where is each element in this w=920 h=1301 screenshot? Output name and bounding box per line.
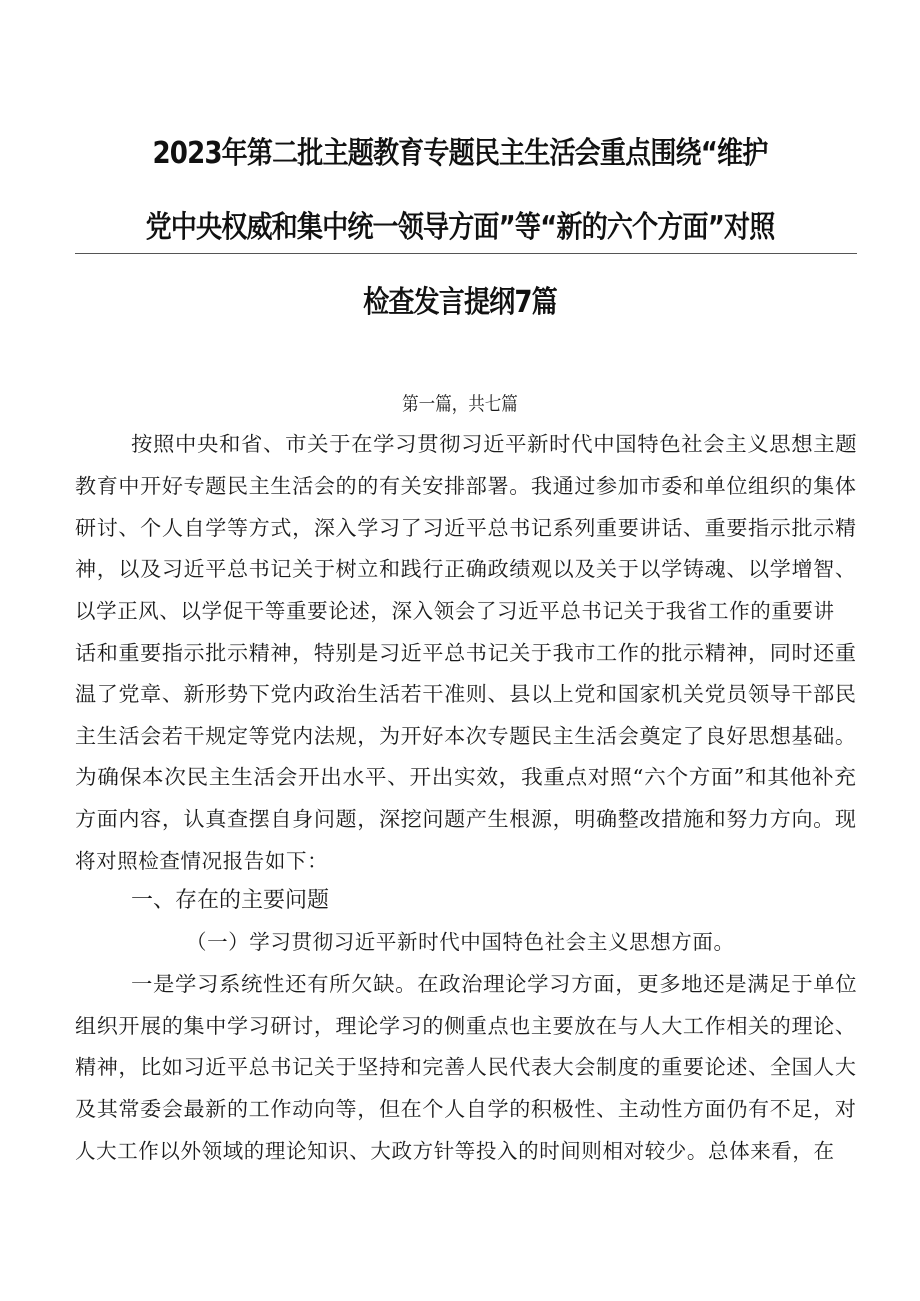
intro-line: 以学正风、以学促干等重要论述，深入领会了习近平总书记关于我省工作的重要讲	[75, 599, 835, 623]
intro-line: 话和重要指示批示精神，特别是习近平总书记关于我市工作的批示精神，同时还重	[75, 641, 857, 665]
paragraph-line: 及其常委会最新的工作动向等，但在个人自学的积极性、主动性方面仍有不足，对	[75, 1097, 857, 1121]
paragraph-line: 人大工作以外领域的理论知识、大政方针等投入的时间则相对较少。总体来看，在	[75, 1139, 835, 1163]
intro-line: 方面内容，认真查摆自身问题，深挖问题产生根源，明确整改措施和努力方向。现	[75, 807, 857, 831]
intro-line: 教育中开好专题民主生活会的的有关安排部署。我通过参加市委和单位组织的集体	[75, 474, 857, 498]
article-subtitle: 第一篇，共七篇	[402, 393, 518, 415]
intro-line: 研讨、个人自学等方式，深入学习了习近平总书记系列重要讲话、重要指示批示精	[75, 516, 857, 540]
paragraph-line: 一是学习系统性还有所欠缺。在政治理论学习方面，更多地还是满足于单位	[131, 972, 858, 996]
paragraph-line: 精神，比如习近平总书记关于坚持和完善人民代表大会制度的重要论述、全国人大	[75, 1055, 857, 1079]
paragraph-line: 组织开展的集中学习研讨，理论学习的侧重点也主要放在与人大工作相关的理论、	[75, 1014, 857, 1038]
intro-line: 主生活会若干规定等党内法规，为开好本次专题民主生活会奠定了良好思想基础。	[75, 724, 857, 748]
document-title-line-2: 党中央权威和集中统一领导方面”等“新的六个方面”对照	[145, 210, 775, 245]
intro-line: 将对照检查情况报告如下：	[75, 849, 329, 873]
intro-line: 温了党章、新形势下党内政治生活若干准则、县以上党和国家机关党员领导干部民	[75, 682, 857, 706]
section-heading: 一、存在的主要问题	[131, 888, 330, 913]
intro-line: 神，以及习近平总书记关于树立和践行正确政绩观以及关于以学铸魂、以学增智、	[75, 557, 857, 581]
document-title-line-3: 检查发言提纲7篇	[363, 285, 557, 320]
intro-line: 按照中央和省、市关于在学习贯彻习近平新时代中国特色社会主义思想主题	[131, 432, 858, 456]
intro-line: 为确保本次民主生活会开出水平、开出实效，我重点对照“六个方面”和其他补充	[75, 765, 857, 789]
document-title-line-1: 2023年第二批主题教育专题民主生活会重点围绕“维护	[152, 136, 768, 171]
subsection-heading: （一）学习贯彻习近平新时代中国特色社会主义思想方面。	[186, 930, 735, 954]
title-underline	[75, 253, 857, 254]
